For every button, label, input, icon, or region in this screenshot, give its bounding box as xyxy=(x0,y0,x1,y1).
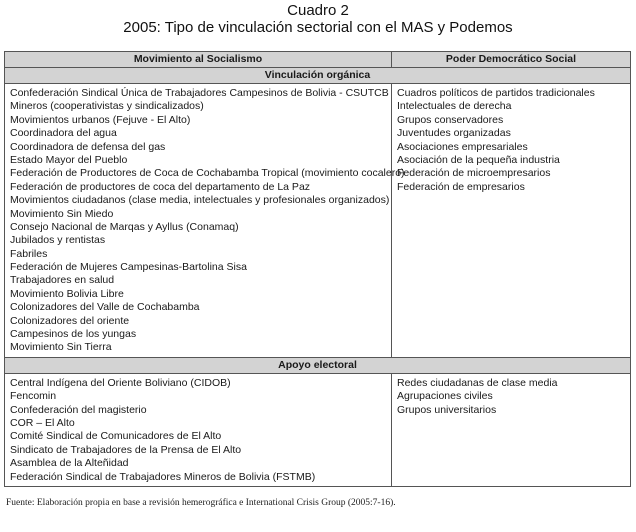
list-item: Movimientos urbanos (Fejuve - El Alto) xyxy=(10,113,191,126)
header-podemos: Poder Democrático Social xyxy=(392,52,631,68)
list-item: Sindicato de Trabajadores de la Prensa de El Alto xyxy=(10,443,242,456)
list-item: Central Indígena del Oriente Boliviano (CIDOB) xyxy=(10,376,231,389)
comparison-table xyxy=(4,51,631,487)
list-item: Asociaciones empresariales xyxy=(397,140,528,153)
list-item: Trabajadores en salud xyxy=(10,274,115,287)
mas-list-electoral xyxy=(5,374,391,486)
list-item: Consejo Nacional de Marqas y Ayllus (Conamaq) xyxy=(10,220,239,233)
table-header-row xyxy=(5,52,631,68)
list-item: Fabriles xyxy=(10,247,48,260)
list-item: Campesinos de los yungas xyxy=(10,328,137,341)
list-item: Juventudes organizadas xyxy=(397,127,511,140)
podemos-list-electoral xyxy=(392,374,630,419)
mas-cell xyxy=(5,373,392,486)
section-row-organica xyxy=(5,68,631,84)
list-item: Federación de productores de coca del departamento de La Paz xyxy=(10,180,311,193)
list-item: Federación de Productores de Coca de Cochabamba Tropical (movimiento cocalero) xyxy=(10,167,405,180)
list-item: Movimiento Sin Miedo xyxy=(10,207,114,220)
list-item: Confederación del magisterio xyxy=(10,403,147,416)
list-item: Agrupaciones civiles xyxy=(397,390,493,403)
section-title: Apoyo electoral xyxy=(5,357,631,373)
list-item: Cuadros políticos de partidos tradicionales xyxy=(397,87,595,99)
section-body-electoral xyxy=(5,373,631,486)
source-footnote: Fuente: Elaboración propia en base a revisión hemerográfica e International Crisis Group (2005:7-16). xyxy=(6,498,396,508)
list-item: Colonizadores del oriente xyxy=(10,314,130,327)
list-item: Intelectuales de derecha xyxy=(397,100,512,113)
podemos-cell xyxy=(392,84,631,358)
list-item: Coordinadora de defensa del gas xyxy=(10,140,166,153)
list-item: Grupos universitarios xyxy=(397,403,497,416)
podemos-list-organica xyxy=(392,84,630,196)
list-item: Confederación Sindical Única de Trabajadores Campesinos de Bolivia - CSUTCB xyxy=(10,87,389,99)
list-item: Redes ciudadanas de clase media xyxy=(397,376,558,389)
section-title: Vinculación orgánica xyxy=(5,68,631,84)
table-caption-number: Cuadro 2 xyxy=(287,2,349,19)
list-item: Federación de empresarios xyxy=(397,180,525,193)
list-item: Estado Mayor del Pueblo xyxy=(10,153,128,166)
list-item: Asociación de la pequeña industria xyxy=(397,153,560,166)
list-item: Federación de microempresarios xyxy=(397,167,551,180)
list-item: Colonizadores del Valle de Cochabamba xyxy=(10,301,200,314)
header-mas: Movimiento al Socialismo xyxy=(5,52,392,68)
list-item: Asamblea de la Alteñidad xyxy=(10,457,129,470)
list-item: Coordinadora del agua xyxy=(10,127,117,140)
list-item: Jubilados y rentistas xyxy=(10,234,106,247)
list-item: Grupos conservadores xyxy=(397,113,504,126)
section-row-electoral xyxy=(5,357,631,373)
list-item: Mineros (cooperativistas y sindicalizados) xyxy=(10,100,204,113)
list-item: Movimiento Sin Tierra xyxy=(10,341,112,354)
list-item: Movimiento Bolivia Libre xyxy=(10,287,124,300)
list-item: Federación de Mujeres Campesinas-Bartolina Sisa xyxy=(10,261,247,274)
mas-cell xyxy=(5,84,405,358)
table-caption-title: 2005: Tipo de vinculación sectorial con el MAS y Podemos xyxy=(123,19,513,36)
list-item: COR – El Alto xyxy=(10,416,75,429)
list-item: Movimientos ciudadanos (clase media, intelectuales y profesionales organizados) xyxy=(10,194,390,207)
list-item: Federación Sindical de Trabajadores Mineros de Bolivia (FSTMB) xyxy=(10,470,316,483)
section-body-organica xyxy=(5,84,631,358)
list-item: Fencomin xyxy=(10,390,57,403)
list-item: Comité Sindical de Comunicadores de El Alto xyxy=(10,430,222,443)
podemos-cell xyxy=(392,373,631,486)
mas-list-organica xyxy=(5,84,405,357)
